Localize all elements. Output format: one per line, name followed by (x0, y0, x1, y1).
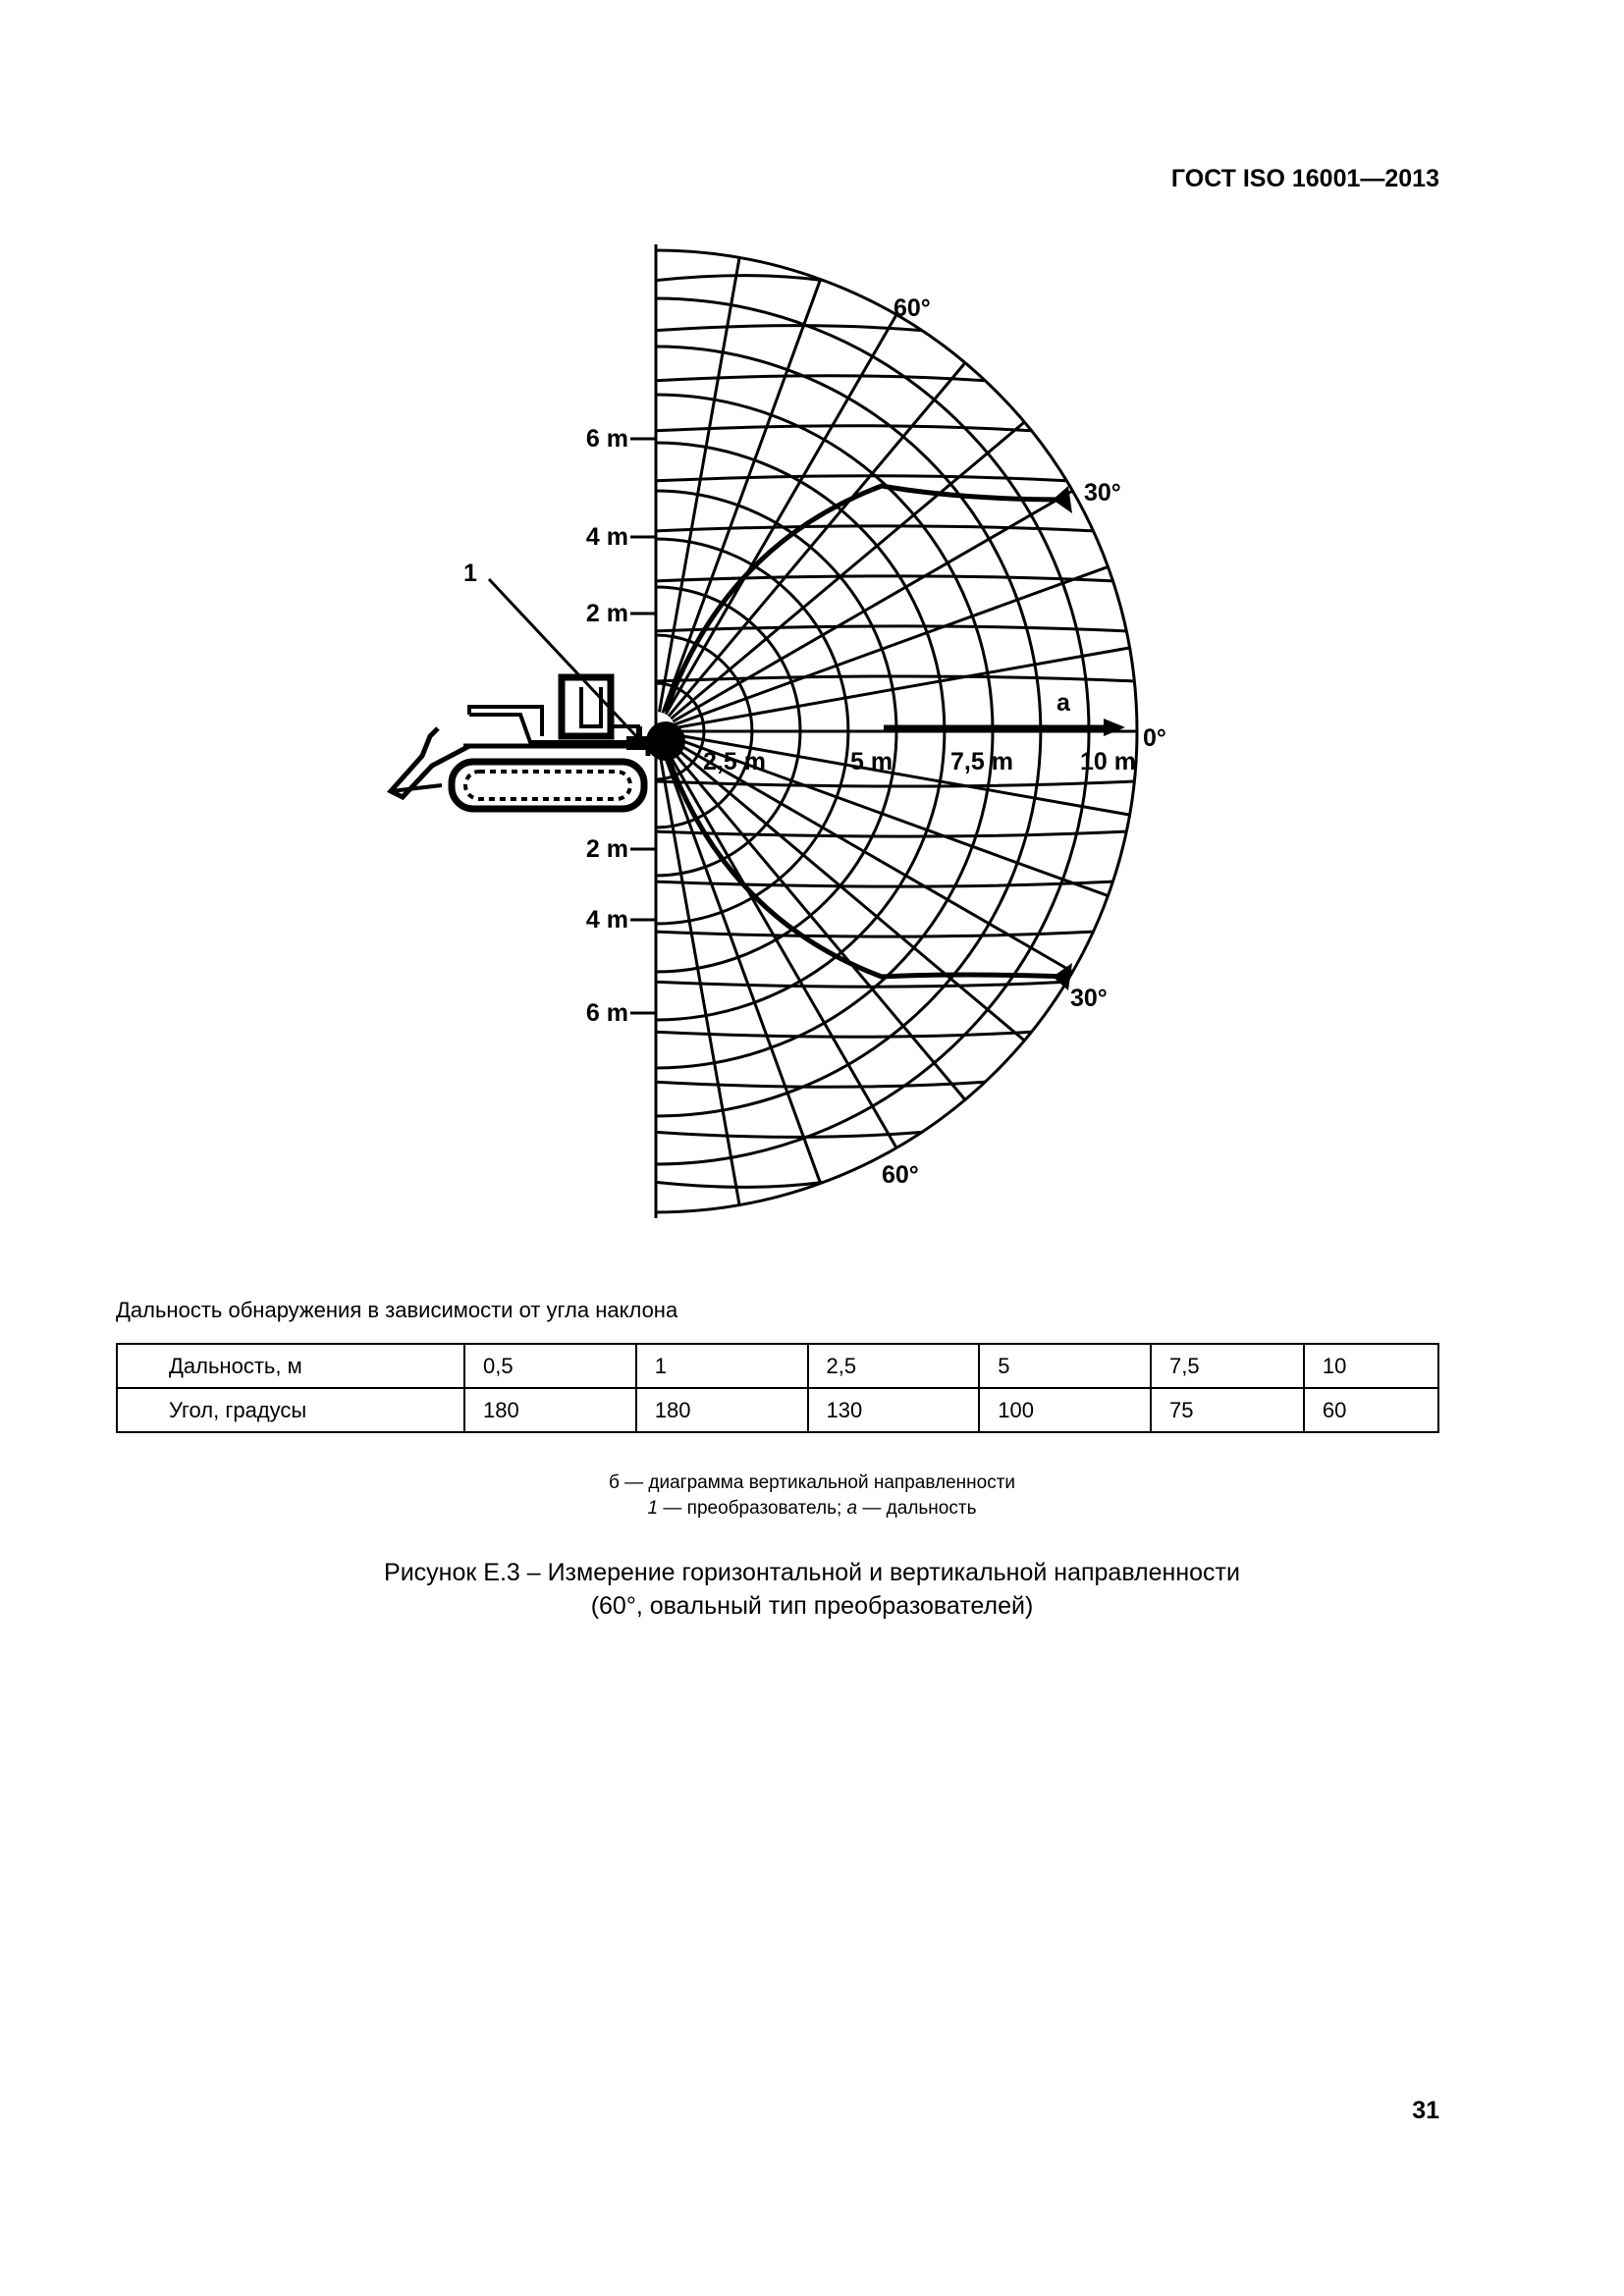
bulldozer-illustration (391, 677, 650, 809)
angle-label: 60° (882, 1161, 919, 1189)
arrowhead (1053, 486, 1072, 513)
vertical-scale-label: 6 m (585, 999, 628, 1027)
angle-label: 60° (893, 294, 931, 322)
grid-curve (656, 326, 922, 331)
detection-range-table (116, 1343, 1439, 1433)
table-cell: 60 (1304, 1388, 1438, 1432)
range-arrow-label: a (1056, 689, 1070, 717)
legend-key-1: 1 (647, 1498, 659, 1519)
grid-curve (656, 576, 1112, 581)
grid-curve (656, 376, 985, 381)
angle-label: 30° (1084, 479, 1121, 507)
angle-spoke (663, 280, 821, 714)
grid-curve (656, 526, 1093, 531)
table-cell: 1 (636, 1344, 808, 1388)
vertical-scale-label: 4 m (585, 906, 628, 934)
arrowhead (1104, 719, 1125, 736)
range-label: 2,5 m (703, 748, 766, 775)
vertical-scale-label: 6 m (585, 425, 628, 453)
grid-curve (656, 881, 1112, 886)
table-cell: 2,5 (808, 1344, 980, 1388)
table-cell: 5 (979, 1344, 1151, 1388)
table-cell: 180 (464, 1388, 636, 1432)
figure-legend-line1: б — диаграмма вертикальной направленности (608, 1472, 1016, 1493)
table-cell: 75 (1151, 1388, 1304, 1432)
grid-curve (656, 1032, 1032, 1037)
legend-text-2: — дальность (857, 1498, 977, 1519)
angle-label: 30° (1070, 985, 1108, 1012)
grid-curve (656, 1082, 985, 1087)
polar-grid (646, 244, 1137, 1218)
row-header: Угол, градусы (117, 1388, 464, 1432)
table-row (117, 1344, 1438, 1388)
table-row (117, 1388, 1438, 1432)
table-cell: 10 (1304, 1344, 1438, 1388)
grid-curve (656, 781, 1134, 786)
vertical-scale-label: 2 m (585, 600, 628, 627)
table-cell: 130 (808, 1388, 980, 1432)
row-header: Дальность, м (117, 1344, 464, 1388)
vertical-scale-label: 4 m (585, 523, 628, 551)
range-label: 10 m (1080, 748, 1136, 775)
grid-curve (656, 932, 1093, 936)
grid-curve (656, 426, 1032, 431)
page-number: 31 (1412, 2097, 1439, 2124)
range-label: 7,5 m (950, 748, 1013, 775)
document-header: ГОСТ ISO 16001—2013 (1170, 165, 1439, 192)
figure-caption-line1: Рисунок Е.3 – Измерение горизонтальной и вертикальной направленности (384, 1559, 1240, 1586)
angle-spoke (663, 750, 821, 1184)
legend-text-1: — преобразователь; (658, 1498, 847, 1519)
figure-caption-line2: (60°, овальный тип преобразователей) (590, 1592, 1034, 1620)
legend-key-a: а (846, 1498, 858, 1519)
angle-label: 0° (1143, 724, 1166, 752)
table-cell: 180 (636, 1388, 808, 1432)
key-label-1: 1 (463, 560, 477, 587)
grid-curve (656, 1132, 922, 1137)
grid-curve (656, 676, 1134, 681)
table-cell: 7,5 (1151, 1344, 1304, 1388)
vertical-scale-label: 2 m (585, 835, 628, 863)
grid-curve (656, 1182, 824, 1187)
table-cell: 0,5 (464, 1344, 636, 1388)
grid-curve (656, 626, 1126, 631)
range-label: 5 m (850, 748, 893, 775)
grid-curve (656, 276, 824, 281)
table-cell: 100 (979, 1388, 1151, 1432)
angle-spoke (675, 566, 1109, 724)
figure-legend-line2 (0, 1498, 1624, 1520)
grid-curve (656, 831, 1126, 836)
table-caption: Дальность обнаружения в зависимости от угла наклона (116, 1298, 678, 1322)
